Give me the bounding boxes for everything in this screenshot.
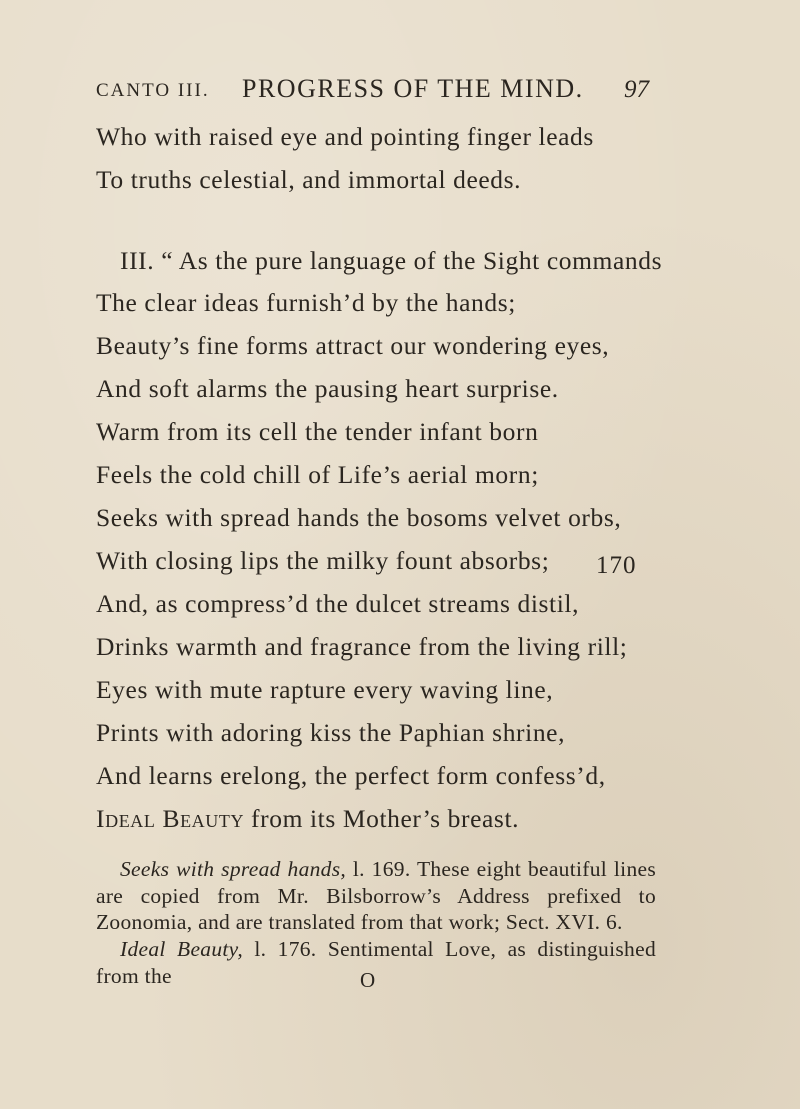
footnote bbox=[96, 936, 656, 989]
verse-line: III. “ As the pure language of the Sight commands bbox=[120, 246, 663, 275]
ideal-beauty-smallcaps: Ideal Beauty bbox=[96, 804, 245, 833]
signature-mark: O bbox=[360, 968, 376, 992]
verse-line-rest: from its Mother’s breast. bbox=[244, 804, 520, 833]
verse-line: To truths celestial, and immortal deeds. bbox=[96, 165, 522, 194]
page-number: 97 bbox=[624, 76, 649, 103]
verse-line: And soft alarms the pausing heart surprise. bbox=[96, 374, 559, 403]
verse-line: Seeks with spread hands the bosoms velvet orbs, bbox=[96, 503, 622, 532]
footnote-text: l. 169. These eight beautiful lines are copied from Mr. Bilsborrow’s Address prefixed to Zoonomia, and are translated from that work; Sect. XVI. 6. bbox=[96, 857, 657, 934]
verse-line: Beauty’s fine forms attract our wondering eyes, bbox=[96, 331, 610, 360]
footnote-lemma: Ideal Beauty, bbox=[120, 937, 244, 961]
verse-line: And learns erelong, the perfect form confess’d, bbox=[96, 761, 606, 790]
verse-line: Drinks warmth and fragrance from the living rill; bbox=[96, 632, 628, 661]
footnote-text: l. 176. Sentimental Love, as distinguished from the bbox=[96, 937, 656, 988]
verse-line: Warm from its cell the tender infant born bbox=[96, 417, 539, 446]
verse-line: Feels the cold chill of Life’s aerial morn; bbox=[96, 460, 539, 489]
running-header bbox=[96, 74, 656, 114]
verse-line-last bbox=[96, 804, 519, 834]
footnote-lemma: Seeks with spread hands, bbox=[120, 857, 347, 881]
verse-line: The clear ideas furnish’d by the hands; bbox=[96, 288, 516, 317]
line-number: 170 bbox=[596, 552, 637, 579]
verse-line: And, as compress’d the dulcet streams distil, bbox=[96, 589, 580, 618]
footnote bbox=[96, 856, 656, 936]
verse-line: With closing lips the milky fount absorbs; bbox=[96, 546, 550, 575]
running-title: PROGRESS OF THE MIND. bbox=[242, 74, 584, 103]
verse-line: Prints with adoring kiss the Paphian shrine, bbox=[96, 718, 566, 747]
verse-line: Who with raised eye and pointing finger leads bbox=[96, 122, 594, 151]
verse-line: Eyes with mute rapture every waving line, bbox=[96, 675, 554, 704]
canto-label: CANTO III. bbox=[96, 80, 210, 101]
